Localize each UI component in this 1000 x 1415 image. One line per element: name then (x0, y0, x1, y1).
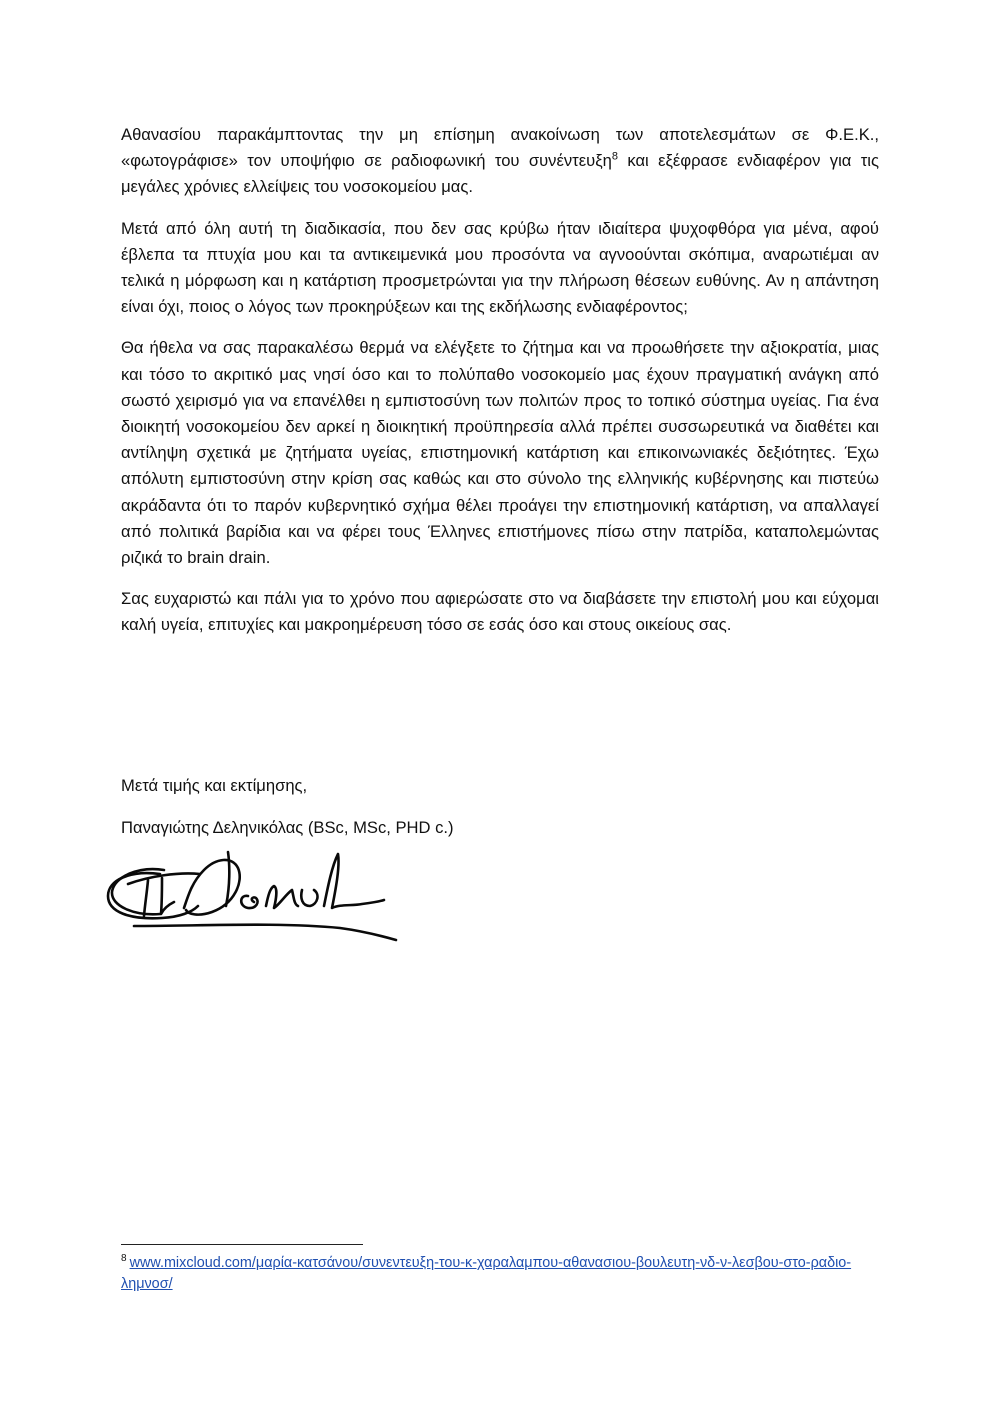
handwritten-signature-icon (100, 846, 405, 946)
footnote-number: 8 (121, 1253, 127, 1265)
paragraph-2: Μετά από όλη αυτή τη διαδικασία, που δεν σας κρύβω ήταν ιδιαίτερα ψυχοφθόρα για μένα, αφού έβλεπα τα πτυχία μου και τα αντικειμενικά μου προσόντα να αγνοούνται σκόπιμα, αναρωτιέμαι αν τελικά η μόρφωση και η κατάρτιση προσμετρώνται για την πλήρωση θέσεων ευθύνης. Αν η απάντηση είναι όχι, ποιος ο λόγος των προκηρύξεων και της εκδήλωσης ενδιαφέροντος; (121, 218, 879, 317)
closing-salutation: Μετά τιμής και εκτίμησης, (121, 776, 308, 795)
footnote-reference[interactable]: 8 (611, 150, 618, 163)
signer-name: Παναγιώτης Δεληνικόλας (BSc, MSc, PHD c.) (121, 818, 454, 837)
closing-block (121, 773, 454, 857)
footnote-separator (121, 1244, 363, 1245)
paragraph-3: Θα ήθελα να σας παρακαλέσω θερμά να ελέγξετε το ζήτημα και να προωθήσετε την αξιοκρατία, μιας και τόσο το ακριτικό μας νησί όσο και το πολύπαθο νοσοκομείο μας έχουν πραγματική ανάγκη από σωστό χειρισμό για να επανέλθει η εμπιστοσύνη των πολιτών προς το τοπικό σύστημα υγείας. Για ένα διοικητή νοσοκομείου δεν αρκεί η διοικητική προϋπηρεσία αλλά πρέπει συσσωρευτικά να διαθέτει και αντίληψη σχετικά με ζητήματα υγείας, επιστημονική κατάρτιση και επικοινωνιακές δεξιότητες. Έχω απόλυτη εμπιστοσύνη στην κρίση σας καθώς και στο σύνολο της ελληνικής κυβέρνησης και πιστεύω ακράδαντα ότι το παρόν κυβερνητικό σχήμα θέλει προάγει την επιστημονική κατάρτιση, να απαλλαγεί από πολιτικά βαρίδια και να φέρει τους Έλληνες επιστήμονες πίσω στην πατρίδα, καταπολεμώντας ριζικά το brain drain. (121, 338, 879, 568)
paragraph-1-text-after: και εξέφρασε ενδιαφέρον για τις μεγάλες χρόνιες ελλείψεις του νοσοκομείου μας. (121, 151, 879, 197)
letter-body (121, 122, 879, 654)
footnote-link[interactable]: www.mixcloud.com/μαρία-κατσάνου/συνεντευξη-του-κ-χαραλαμπου-αθανασιου-βουλευτη-νδ-ν-λεσβου-στο-ραδιο-λημνοσ/ (121, 1255, 852, 1292)
footnote (121, 1253, 881, 1295)
paragraph-1 (121, 122, 879, 201)
paragraph-4: Σας ευχαριστώ και πάλι για το χρόνο που αφιερώσατε στο να διαβάσετε την επιστολή μου και εύχομαι καλή υγεία, επιτυχίες και μακροημέρευση τόσο σε εσάς όσο και στους οικείους σας. (121, 589, 879, 635)
paragraph-1-text-before: Αθανασίου παρακάμπτοντας την μη επίσημη ανακοίνωση των αποτελεσμάτων σε Φ.Ε.Κ., «φωτογράφισε» τον υποψήφιο σε ραδιοφωνική του συνέντευξη (121, 125, 879, 171)
